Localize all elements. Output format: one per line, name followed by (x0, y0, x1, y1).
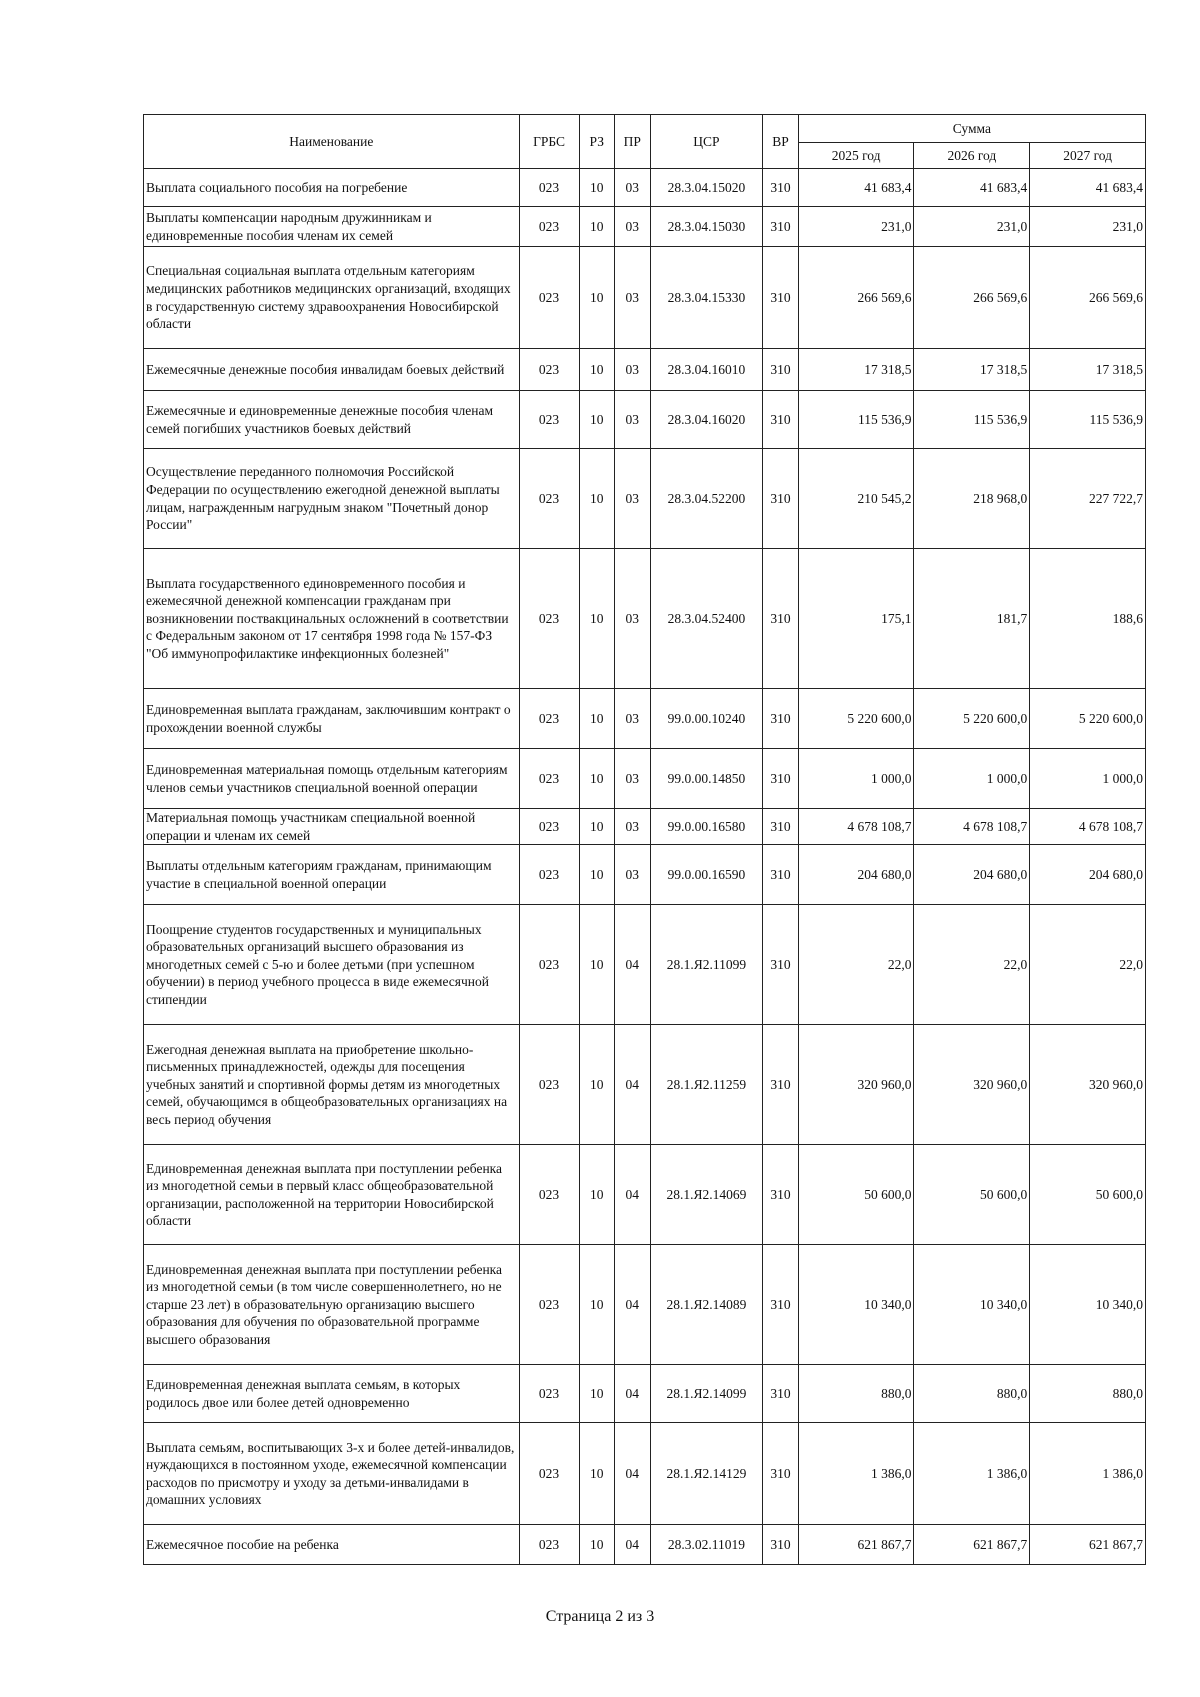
cell-vr: 310 (763, 1423, 799, 1525)
cell-csr: 99.0.00.14850 (650, 749, 763, 809)
cell-grbs: 023 (519, 1025, 579, 1145)
cell-rz: 10 (579, 845, 615, 905)
header-sum: Сумма (798, 115, 1145, 143)
cell-rz: 10 (579, 247, 615, 349)
cell-vr: 310 (763, 1365, 799, 1423)
cell-grbs: 023 (519, 549, 579, 689)
header-name: Наименование (144, 115, 520, 169)
cell-pr: 03 (615, 549, 651, 689)
cell-name: Выплаты отдельным категориям гражданам, принимающим участие в специальной военной операции (144, 845, 520, 905)
cell-sum-2027: 10 340,0 (1030, 1245, 1146, 1365)
cell-sum-2026: 10 340,0 (914, 1245, 1030, 1365)
cell-sum-2027: 115 536,9 (1030, 391, 1146, 449)
cell-sum-2026: 218 968,0 (914, 449, 1030, 549)
table-row (144, 207, 1146, 247)
cell-grbs: 023 (519, 449, 579, 549)
cell-vr: 310 (763, 449, 799, 549)
table-row (144, 1525, 1146, 1565)
table-row (144, 449, 1146, 549)
table-row (144, 809, 1146, 845)
cell-pr: 03 (615, 169, 651, 207)
cell-sum-2027: 266 569,6 (1030, 247, 1146, 349)
cell-sum-2027: 4 678 108,7 (1030, 809, 1146, 845)
header-grbs: ГРБС (519, 115, 579, 169)
cell-rz: 10 (579, 169, 615, 207)
cell-rz: 10 (579, 549, 615, 689)
cell-csr: 28.1.Я2.14099 (650, 1365, 763, 1423)
cell-sum-2025: 621 867,7 (798, 1525, 914, 1565)
cell-sum-2025: 5 220 600,0 (798, 689, 914, 749)
cell-csr: 28.3.04.52400 (650, 549, 763, 689)
cell-csr: 28.3.04.52200 (650, 449, 763, 549)
cell-vr: 310 (763, 689, 799, 749)
cell-sum-2026: 320 960,0 (914, 1025, 1030, 1145)
table-header (144, 115, 1146, 169)
cell-sum-2026: 880,0 (914, 1365, 1030, 1423)
cell-pr: 03 (615, 247, 651, 349)
cell-pr: 03 (615, 207, 651, 247)
cell-pr: 03 (615, 845, 651, 905)
header-rz: РЗ (579, 115, 615, 169)
cell-rz: 10 (579, 1365, 615, 1423)
cell-sum-2026: 22,0 (914, 905, 1030, 1025)
cell-pr: 04 (615, 1525, 651, 1565)
cell-name: Осуществление переданного полномочия Российской Федерации по осуществлению ежегодной денежной выплаты лицам, награжденным нагрудным знаком "Почетный донор России" (144, 449, 520, 549)
cell-grbs: 023 (519, 1365, 579, 1423)
cell-sum-2027: 1 000,0 (1030, 749, 1146, 809)
cell-sum-2026: 41 683,4 (914, 169, 1030, 207)
cell-name: Единовременная денежная выплата семьям, в которых родилось двое или более детей одновременно (144, 1365, 520, 1423)
cell-name: Ежегодная денежная выплата на приобретение школьно-письменных принадлежностей, одежды для посещения учебных занятий и спортивной формы детям из многодетных семей, обучающимся в общеобразовательных организациях на весь период обучения (144, 1025, 520, 1145)
cell-grbs: 023 (519, 169, 579, 207)
cell-rz: 10 (579, 905, 615, 1025)
cell-name: Ежемесячные и единовременные денежные пособия членам семей погибших участников боевых действий (144, 391, 520, 449)
cell-rz: 10 (579, 1025, 615, 1145)
cell-csr: 28.1.Я2.14129 (650, 1423, 763, 1525)
cell-pr: 04 (615, 1025, 651, 1145)
cell-sum-2026: 621 867,7 (914, 1525, 1030, 1565)
cell-sum-2027: 5 220 600,0 (1030, 689, 1146, 749)
table-row (144, 845, 1146, 905)
cell-sum-2025: 880,0 (798, 1365, 914, 1423)
cell-sum-2026: 4 678 108,7 (914, 809, 1030, 845)
cell-grbs: 023 (519, 247, 579, 349)
cell-vr: 310 (763, 247, 799, 349)
cell-pr: 04 (615, 905, 651, 1025)
cell-sum-2026: 266 569,6 (914, 247, 1030, 349)
cell-sum-2026: 5 220 600,0 (914, 689, 1030, 749)
cell-vr: 310 (763, 905, 799, 1025)
cell-sum-2026: 204 680,0 (914, 845, 1030, 905)
cell-vr: 310 (763, 1025, 799, 1145)
cell-vr: 310 (763, 749, 799, 809)
cell-name: Специальная социальная выплата отдельным категориям медицинских работников медицинских организаций, входящих в государственную систему здравоохранения Новосибирской области (144, 247, 520, 349)
cell-name: Единовременная выплата гражданам, заключившим контракт о прохождении военной службы (144, 689, 520, 749)
cell-pr: 03 (615, 349, 651, 391)
cell-name: Единовременная денежная выплата при поступлении ребенка из многодетной семьи в первый класс общеобразовательной организации, расположенной на территории Новосибирской области (144, 1145, 520, 1245)
cell-grbs: 023 (519, 349, 579, 391)
cell-sum-2027: 188,6 (1030, 549, 1146, 689)
cell-vr: 310 (763, 809, 799, 845)
cell-sum-2025: 17 318,5 (798, 349, 914, 391)
cell-pr: 03 (615, 689, 651, 749)
cell-vr: 310 (763, 1525, 799, 1565)
cell-sum-2026: 1 386,0 (914, 1423, 1030, 1525)
cell-sum-2025: 266 569,6 (798, 247, 914, 349)
header-year-2027: 2027 год (1030, 143, 1146, 169)
cell-sum-2025: 4 678 108,7 (798, 809, 914, 845)
cell-sum-2025: 210 545,2 (798, 449, 914, 549)
table-row (144, 1423, 1146, 1525)
cell-rz: 10 (579, 391, 615, 449)
cell-csr: 28.1.Я2.14089 (650, 1245, 763, 1365)
cell-pr: 03 (615, 809, 651, 845)
budget-table (143, 114, 1146, 1565)
table-row (144, 1025, 1146, 1145)
cell-grbs: 023 (519, 1245, 579, 1365)
cell-sum-2026: 1 000,0 (914, 749, 1030, 809)
cell-name: Выплата государственного единовременного пособия и ежемесячной денежной компенсации гражданам при возникновении поствакцинальных осложнений в соответствии с Федеральным законом от 17 сентября 1998 года № 157-ФЗ "Об иммунопрофилактике инфекционных болезней" (144, 549, 520, 689)
cell-name: Поощрение студентов государственных и муниципальных образовательных организаций высшего образования из многодетных семей с 5-ю и более детьми (при успешном обучении) в период учебного процесса в виде ежемесячной стипендии (144, 905, 520, 1025)
cell-sum-2025: 41 683,4 (798, 169, 914, 207)
table-row (144, 247, 1146, 349)
cell-pr: 04 (615, 1145, 651, 1245)
cell-sum-2027: 231,0 (1030, 207, 1146, 247)
cell-sum-2027: 320 960,0 (1030, 1025, 1146, 1145)
cell-rz: 10 (579, 1145, 615, 1245)
cell-name: Выплаты компенсации народным дружинникам и единовременные пособия членам их семей (144, 207, 520, 247)
cell-sum-2027: 227 722,7 (1030, 449, 1146, 549)
cell-sum-2026: 231,0 (914, 207, 1030, 247)
header-pr: ПР (615, 115, 651, 169)
table-row (144, 349, 1146, 391)
cell-vr: 310 (763, 845, 799, 905)
cell-rz: 10 (579, 689, 615, 749)
cell-name: Единовременная материальная помощь отдельным категориям членов семьи участников специальной военной операции (144, 749, 520, 809)
cell-grbs: 023 (519, 809, 579, 845)
table-body (144, 169, 1146, 1565)
cell-rz: 10 (579, 749, 615, 809)
cell-vr: 310 (763, 349, 799, 391)
cell-name: Единовременная денежная выплата при поступлении ребенка из многодетной семьи (в том числе совершеннолетнего, но не старше 23 лет) в образовательную организацию высшего образования для обучения по образовательной программе высшего образования (144, 1245, 520, 1365)
cell-csr: 28.1.Я2.11259 (650, 1025, 763, 1145)
cell-csr: 99.0.00.16590 (650, 845, 763, 905)
cell-sum-2027: 880,0 (1030, 1365, 1146, 1423)
cell-name: Ежемесячное пособие на ребенка (144, 1525, 520, 1565)
cell-rz: 10 (579, 1245, 615, 1365)
cell-pr: 04 (615, 1365, 651, 1423)
cell-sum-2026: 181,7 (914, 549, 1030, 689)
cell-sum-2025: 115 536,9 (798, 391, 914, 449)
cell-csr: 28.3.04.15020 (650, 169, 763, 207)
cell-pr: 03 (615, 449, 651, 549)
cell-sum-2025: 204 680,0 (798, 845, 914, 905)
cell-sum-2027: 50 600,0 (1030, 1145, 1146, 1245)
cell-sum-2025: 231,0 (798, 207, 914, 247)
table-row (144, 749, 1146, 809)
cell-rz: 10 (579, 809, 615, 845)
cell-csr: 99.0.00.16580 (650, 809, 763, 845)
cell-vr: 310 (763, 549, 799, 689)
cell-sum-2027: 621 867,7 (1030, 1525, 1146, 1565)
header-year-2026: 2026 год (914, 143, 1030, 169)
table-row (144, 549, 1146, 689)
cell-grbs: 023 (519, 207, 579, 247)
cell-grbs: 023 (519, 391, 579, 449)
cell-name: Выплата социального пособия на погребение (144, 169, 520, 207)
cell-vr: 310 (763, 207, 799, 247)
table-row (144, 1365, 1146, 1423)
cell-sum-2025: 1 000,0 (798, 749, 914, 809)
cell-rz: 10 (579, 449, 615, 549)
cell-sum-2027: 1 386,0 (1030, 1423, 1146, 1525)
cell-vr: 310 (763, 1145, 799, 1245)
cell-csr: 28.1.Я2.14069 (650, 1145, 763, 1245)
cell-vr: 310 (763, 1245, 799, 1365)
page-number: Страница 2 из 3 (545, 1608, 655, 1625)
table-row (144, 1245, 1146, 1365)
cell-pr: 04 (615, 1423, 651, 1525)
cell-pr: 03 (615, 391, 651, 449)
cell-sum-2025: 50 600,0 (798, 1145, 914, 1245)
table-row (144, 905, 1146, 1025)
cell-csr: 99.0.00.10240 (650, 689, 763, 749)
cell-grbs: 023 (519, 845, 579, 905)
cell-sum-2025: 1 386,0 (798, 1423, 914, 1525)
cell-rz: 10 (579, 207, 615, 247)
cell-csr: 28.3.02.11019 (650, 1525, 763, 1565)
cell-csr: 28.3.04.16010 (650, 349, 763, 391)
cell-rz: 10 (579, 1423, 615, 1525)
cell-pr: 03 (615, 749, 651, 809)
cell-sum-2025: 175,1 (798, 549, 914, 689)
cell-sum-2026: 115 536,9 (914, 391, 1030, 449)
cell-vr: 310 (763, 169, 799, 207)
cell-name: Ежемесячные денежные пособия инвалидам боевых действий (144, 349, 520, 391)
cell-rz: 10 (579, 349, 615, 391)
table-row (144, 689, 1146, 749)
cell-name: Выплата семьям, воспитывающих 3-х и более детей-инвалидов, нуждающихся в постоянном уходе, ежемесячной компенсации расходов по присмотру и уходу за детьми-инвалидами в домашних условиях (144, 1423, 520, 1525)
table-row (144, 169, 1146, 207)
table-row (144, 391, 1146, 449)
cell-sum-2026: 50 600,0 (914, 1145, 1030, 1245)
cell-grbs: 023 (519, 689, 579, 749)
cell-sum-2026: 17 318,5 (914, 349, 1030, 391)
cell-grbs: 023 (519, 1525, 579, 1565)
cell-csr: 28.3.04.15030 (650, 207, 763, 247)
cell-csr: 28.1.Я2.11099 (650, 905, 763, 1025)
cell-rz: 10 (579, 1525, 615, 1565)
cell-sum-2027: 22,0 (1030, 905, 1146, 1025)
header-year-2025: 2025 год (798, 143, 914, 169)
cell-sum-2025: 10 340,0 (798, 1245, 914, 1365)
cell-sum-2027: 204 680,0 (1030, 845, 1146, 905)
table-row (144, 1145, 1146, 1245)
cell-sum-2025: 320 960,0 (798, 1025, 914, 1145)
cell-sum-2025: 22,0 (798, 905, 914, 1025)
cell-grbs: 023 (519, 905, 579, 1025)
cell-grbs: 023 (519, 1145, 579, 1245)
cell-vr: 310 (763, 391, 799, 449)
header-csr: ЦСР (650, 115, 763, 169)
cell-csr: 28.3.04.15330 (650, 247, 763, 349)
cell-sum-2027: 41 683,4 (1030, 169, 1146, 207)
cell-sum-2027: 17 318,5 (1030, 349, 1146, 391)
cell-csr: 28.3.04.16020 (650, 391, 763, 449)
header-vr: ВР (763, 115, 799, 169)
cell-pr: 04 (615, 1245, 651, 1365)
cell-name: Материальная помощь участникам специальной военной операции и членам их семей (144, 809, 520, 845)
cell-grbs: 023 (519, 749, 579, 809)
cell-grbs: 023 (519, 1423, 579, 1525)
